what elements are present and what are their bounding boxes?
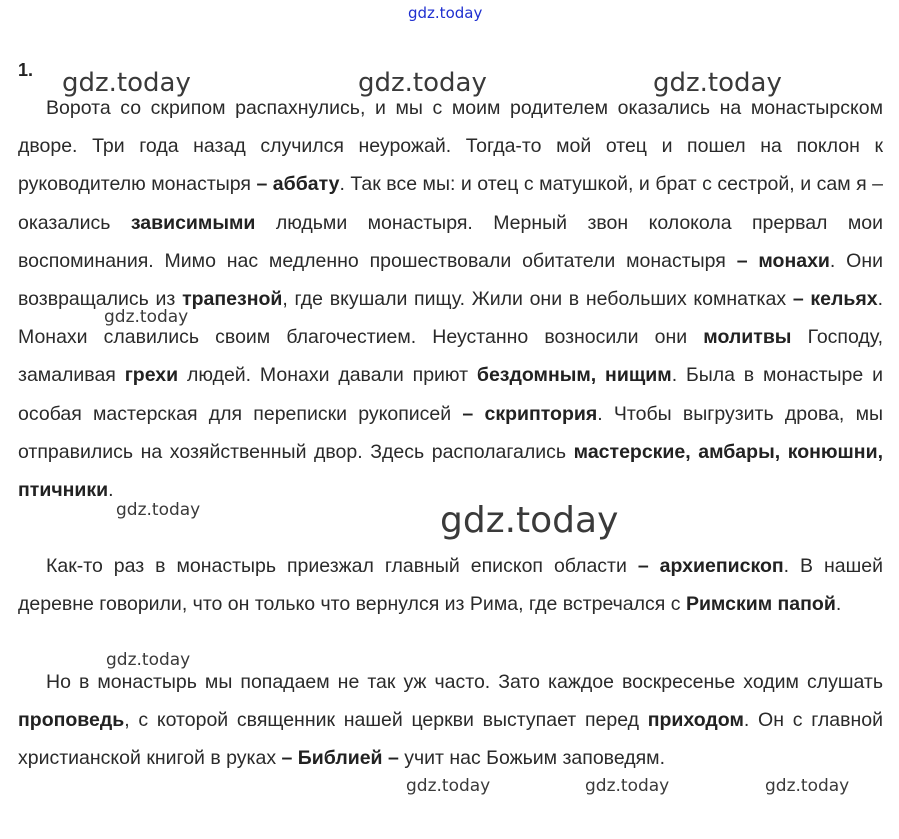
exercise-number: 1. bbox=[18, 60, 34, 80]
text-run: . Так все мы: и отец с матушкой, и брат с сестрой, и сам я – оказались bbox=[18, 173, 884, 234]
term-masterskie: мастерские, амбары, конюшни, птичники bbox=[18, 440, 883, 502]
watermark-row1-a: gdz.today bbox=[62, 68, 191, 98]
watermark-row1-c: gdz.today bbox=[653, 68, 782, 98]
text-run: учит нас Божьим заповедям. bbox=[398, 747, 665, 770]
term-zavisimye: зависимыми bbox=[130, 211, 256, 234]
watermark-row1-b: gdz.today bbox=[358, 68, 487, 98]
term-abbat: – аббату bbox=[256, 173, 340, 196]
paragraph-2 bbox=[18, 547, 883, 623]
term-arkhiepiskop: – архиепископ bbox=[637, 555, 784, 577]
text-run: Господу, замаливая bbox=[18, 326, 883, 387]
text-run: . Чтобы выгрузить дрова, мы отправились на хозяйственный двор. Здесь располагались bbox=[18, 402, 884, 463]
text-run: . bbox=[108, 479, 114, 502]
paragraph-1 bbox=[18, 89, 883, 509]
term-bezdomnye: бездомным, нищим bbox=[476, 364, 672, 387]
text-run: людьми монастыря. Мерный звон колокола прервал мои воспоминания. Мимо нас медленно прошествовали обитатели монастыря bbox=[18, 211, 883, 272]
term-monakhi: – монахи bbox=[736, 249, 830, 272]
text-run: Как-то раз в монастырь приезжал главный епископ области bbox=[46, 555, 638, 577]
watermark-mid2: gdz.today bbox=[116, 500, 201, 520]
text-run: , с которой священник нашей церкви выступает перед bbox=[124, 709, 648, 732]
term-trapeznaya: трапезной bbox=[182, 288, 283, 311]
text-run: людей. Монахи давали приют bbox=[178, 364, 477, 387]
text-run: , где вкушали пищу. Жили они в небольших комнатках bbox=[282, 288, 793, 311]
text-run: . Была в монастыре и особая мастерская для переписки рукописей bbox=[18, 364, 883, 425]
watermark-bottom-c: gdz.today bbox=[765, 776, 850, 796]
text-run: Но в монастырь мы попадаем не так уж часто. Зато каждое воскресенье ходим слушать bbox=[46, 671, 883, 693]
term-molitvy: молитвы bbox=[703, 326, 792, 349]
paragraph-3 bbox=[18, 663, 883, 778]
watermark-top: gdz.today bbox=[408, 4, 483, 22]
term-propoved: проповедь bbox=[18, 709, 125, 732]
watermark-mid3: gdz.today bbox=[106, 650, 191, 670]
text-run: . Они возвращались из bbox=[18, 249, 883, 311]
term-kelya: – кельях bbox=[792, 288, 878, 311]
text-run: . Монахи славились своим благочестием. Неустанно возносили они bbox=[18, 288, 883, 349]
term-rimskiy-papa: Римским папой bbox=[685, 593, 836, 616]
text-run: . bbox=[835, 593, 842, 616]
term-skriptoriya: – скриптория bbox=[462, 402, 598, 425]
watermark-large: gdz.today bbox=[440, 500, 619, 541]
text-run: . В нашей деревне говорили, что он только что вернулся из Рима, где встречался с bbox=[18, 555, 883, 616]
watermark-mid1: gdz.today bbox=[104, 307, 189, 327]
text-run: . Он с главной христианской книгой в руках bbox=[18, 709, 883, 770]
term-grekhi: грехи bbox=[124, 364, 179, 387]
term-bibliya: – Библией – bbox=[281, 747, 399, 770]
watermark-bottom-a: gdz.today bbox=[406, 776, 491, 796]
watermark-bottom-b: gdz.today bbox=[585, 776, 670, 796]
term-prikhod: приходом bbox=[647, 709, 744, 732]
text-run: Ворота со скрипом распахнулись, и мы с моим родителем оказались на монастырском дворе. Три года назад случился неурожай. Тогда-то мой отец и пошел на поклон к руководителю монастыря bbox=[18, 97, 883, 196]
